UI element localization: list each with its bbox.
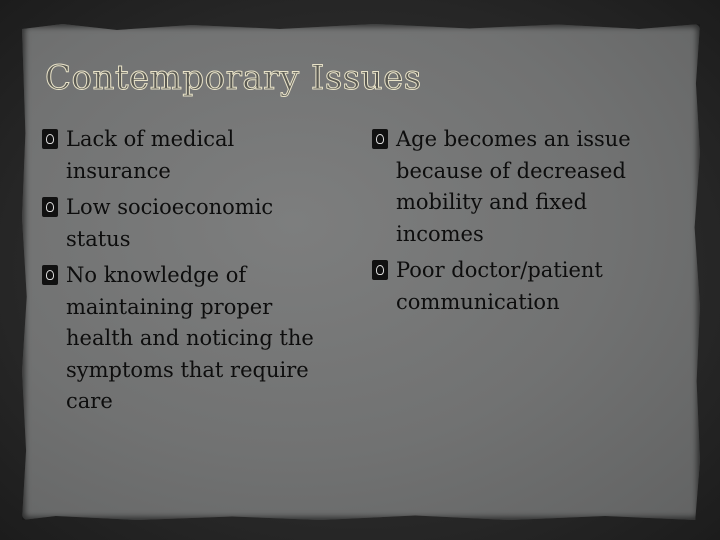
bullet-item [372, 255, 677, 318]
bullet-item [42, 192, 342, 255]
replacement-character-icon [42, 197, 58, 217]
bullet-text: Poor doctor/patient communication [396, 258, 603, 314]
replacement-character-icon [42, 129, 58, 149]
left-bullet-list [42, 124, 342, 423]
replacement-character-icon [42, 265, 58, 285]
bullet-item [42, 260, 342, 418]
bullet-text: Lack of medical insurance [66, 127, 235, 183]
bullet-text: Age becomes an issue because of decreased mobility and fixed incomes [396, 127, 631, 246]
slide-title: Contemporary Issues [45, 58, 422, 98]
bullet-text: Low socioeconomic status [66, 195, 274, 251]
bullet-item [42, 124, 342, 187]
replacement-character-icon [372, 260, 388, 280]
replacement-character-icon [372, 129, 388, 149]
right-bullet-list [372, 124, 677, 323]
bullet-item [372, 124, 677, 250]
bullet-text: No knowledge of maintaining proper health and noticing the symptoms that require care [66, 263, 314, 413]
